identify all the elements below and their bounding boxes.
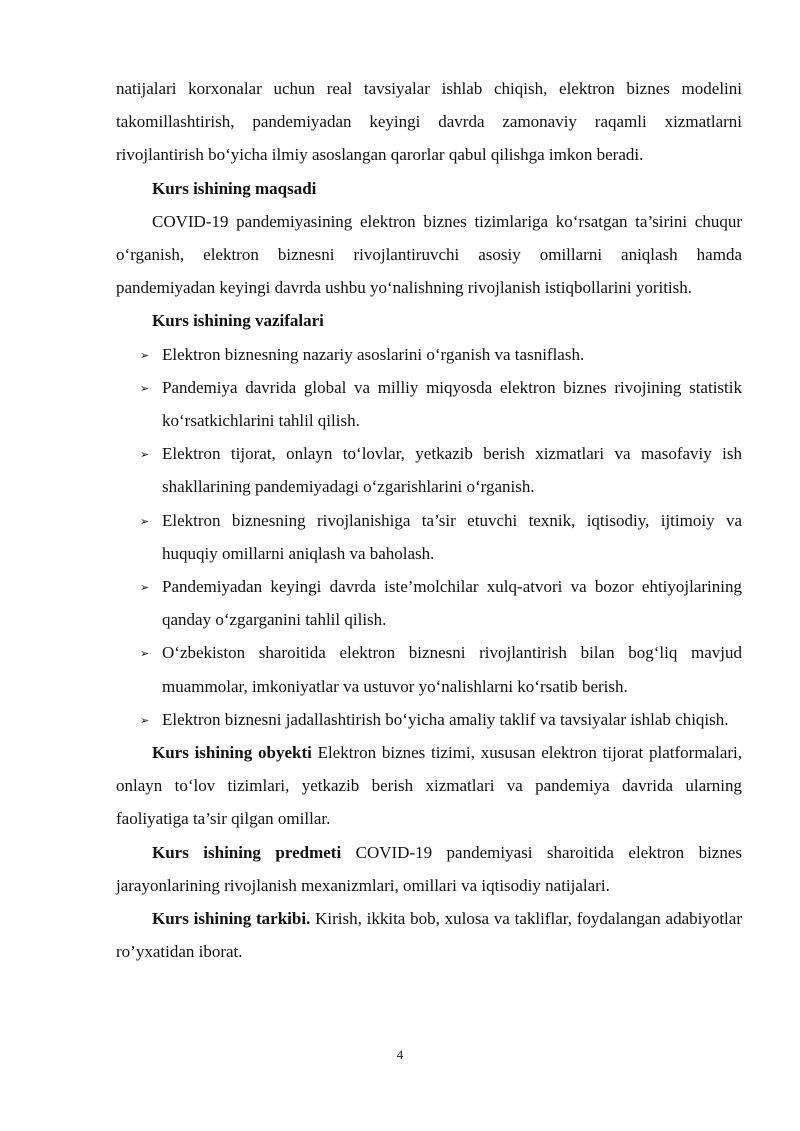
tasks-heading: Kurs ishining vazifalari bbox=[152, 311, 324, 331]
structure-paragraph bbox=[116, 902, 742, 968]
tasks-list bbox=[116, 338, 742, 736]
list-item bbox=[116, 338, 742, 371]
document-body bbox=[116, 72, 742, 968]
goal-paragraph: COVID-19 pandemiyasining elektron biznes tizimlariga ko‘rsatgan ta’sirini chuqur o‘rganish, elektron biznesni rivojlantiruvchi asosiy omillarni aniqlash hamda pandemiyadan keyingi davrda ushbu yo‘nalishning rivojlanish istiqbollarini yoritish. bbox=[116, 211, 742, 298]
object-paragraph bbox=[116, 736, 742, 836]
arrowhead-bullet-icon: ➢ bbox=[140, 713, 150, 727]
arrowhead-bullet-icon: ➢ bbox=[140, 381, 150, 395]
arrowhead-bullet-icon: ➢ bbox=[140, 514, 150, 528]
arrowhead-bullet-icon: ➢ bbox=[140, 647, 150, 661]
list-item bbox=[116, 636, 742, 702]
arrowhead-bullet-icon: ➢ bbox=[140, 348, 150, 362]
list-item-text: O‘zbekiston sharoitida elektron biznesni rivojlantirish bilan bog‘liq mavjud muammolar, imkoniyatlar va ustuvor yo‘nalishlarni ko‘rsatib berish. bbox=[162, 643, 742, 696]
structure-text: Kirish, ikkita bob, xulosa va takliflar, foydalangan adabiyotlar ro’yxatidan iborat. bbox=[116, 909, 742, 962]
list-item-text: Elektron biznesning nazariy asoslarini o‘rganish va tasniflash. bbox=[162, 344, 585, 364]
object-text: Elektron biznes tizimi, xususan elektron tijorat platformalari, onlayn to‘lov tizimlari, yetkazib berish xizmatlari va pandemiya davrida ularning faoliyatiga ta’sir qilgan omillar. bbox=[116, 743, 743, 829]
subject-paragraph bbox=[116, 836, 742, 902]
list-item-text: Elektron biznesning rivojlanishiga ta’sir etuvchi texnik, iqtisodiy, ijtimoiy va huquqiy omillarni aniqlash va baholash. bbox=[162, 510, 742, 563]
list-item bbox=[116, 570, 742, 636]
list-item-text: Pandemiyadan keyingi davrda iste’molchilar xulq-atvori va bozor ehtiyojlarining qanday o‘zgarganini tahlil qilish. bbox=[162, 577, 742, 630]
list-item bbox=[116, 504, 742, 570]
list-item bbox=[116, 703, 742, 736]
list-item bbox=[116, 437, 742, 503]
subject-label: Kurs ishining predmeti bbox=[152, 842, 342, 862]
object-label: Kurs ishining obyekti bbox=[152, 743, 312, 763]
intro-paragraph: natijalari korxonalar uchun real tavsiyalar ishlab chiqish, elektron biznes modelini takomillashtirish, pandemiyadan keyingi davrda zamonaviy raqamli xizmatlarni rivojlantirish bo‘yicha ilmiy asoslangan qarorlar qabul qilishga imkon beradi. bbox=[116, 79, 742, 165]
list-item-text: Elektron biznesni jadallashtirish bo‘yicha amaliy taklif va tavsiyalar ishlab chiqish. bbox=[162, 709, 729, 729]
structure-label: Kurs ishining tarkibi. bbox=[152, 909, 311, 929]
arrowhead-bullet-icon: ➢ bbox=[140, 581, 150, 595]
list-item bbox=[116, 371, 742, 437]
page-number: 4 bbox=[396, 1047, 404, 1062]
goal-heading: Kurs ishining maqsadi bbox=[152, 178, 317, 198]
arrowhead-bullet-icon: ➢ bbox=[140, 448, 150, 462]
list-item-text: Pandemiya davrida global va milliy miqyosda elektron biznes rivojining statistik ko‘rsatkichlarini tahlil qilish. bbox=[162, 377, 742, 431]
subject-text: COVID-19 pandemiyasi sharoitida elektron biznes jarayonlarining rivojlanish mexanizmlari, omillari va iqtisodiy natijalari. bbox=[116, 842, 742, 895]
list-item-text: Elektron tijorat, onlayn to‘lovlar, yetkazib berish xizmatlari va masofaviy ish shakllarining pandemiyadagi o‘zgarishlarini o‘rganish. bbox=[162, 444, 742, 497]
